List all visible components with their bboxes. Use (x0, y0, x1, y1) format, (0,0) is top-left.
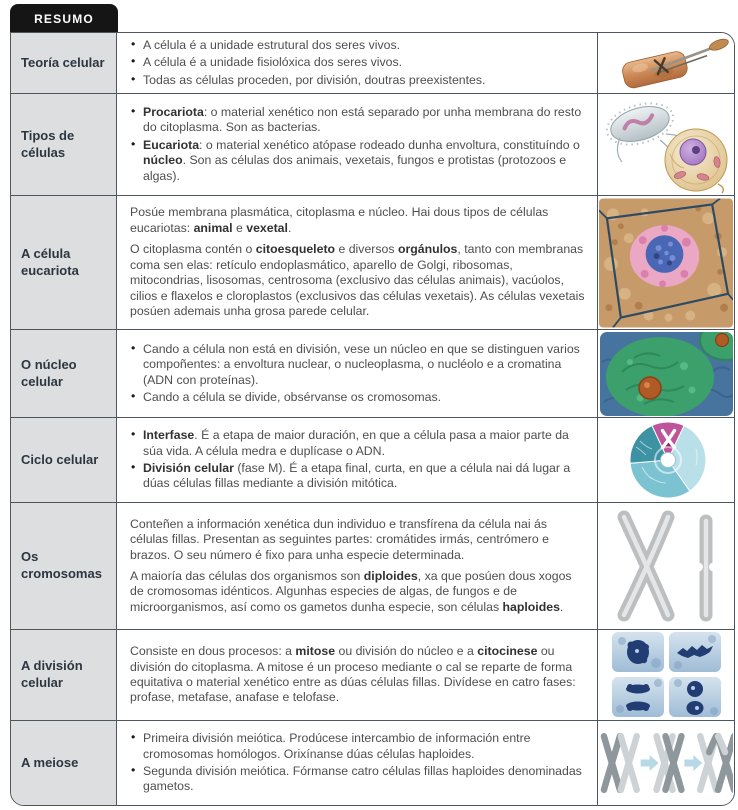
arrow-icon (641, 755, 659, 771)
image-cell-a-meiose (598, 721, 734, 805)
text-segment: A maioría das células dos organismos son (130, 569, 364, 583)
content-cell-a-division-celular (117, 630, 598, 720)
text-segment: Posúe membrana plasmática, citoplasma e núcleo. Hai dous tipos de células eucariotas: (130, 205, 549, 235)
label-cell-a-meiose (11, 721, 117, 805)
bold-text-segment: núcleo (143, 153, 183, 168)
cell-cycle-pie-diagram (600, 419, 733, 501)
prokaryote-bacterium (602, 96, 678, 151)
single-chromatid (694, 521, 718, 615)
paragraph (130, 644, 587, 706)
row-label: Ciclo celular (21, 451, 99, 467)
row-teoria-celular (11, 33, 734, 93)
summary-table (10, 32, 735, 806)
cell-nucleus-micrograph (600, 332, 733, 416)
bullet-item (130, 461, 587, 492)
text-segment: e diversos (335, 242, 398, 257)
resumo-tab (10, 4, 118, 33)
content-cell-o-nucleo-celular (117, 330, 598, 417)
bold-text-segment: haploides (502, 599, 560, 614)
text-segment: Primeira división meiótica. Prodúcese intercambio de información entre cromosomas homólogos. Orixínanse dúas células haploides. (143, 731, 531, 761)
paragraph (130, 517, 587, 563)
bold-text-segment: División celular (143, 461, 234, 475)
row-label: O núcleo celular (21, 356, 77, 389)
text-segment: Cando a célula se divide, obsérvanse os cromosomas. (143, 389, 442, 404)
text-segment: : o material xenético atópase rodeado dunha envoltura, constituíndo o (199, 137, 580, 152)
label-cell-tipos-de-celulas (11, 94, 117, 195)
text-segment: Todas as células proceden, por división, doutras preexistentes. (143, 72, 486, 87)
text-segment: Segunda división meiótica. Fórmanse catro células fillas haploides denominadas gametos. (143, 764, 582, 794)
bullet-list (130, 103, 587, 186)
bullet-item (130, 390, 587, 405)
bullet-item (130, 138, 587, 184)
bold-text-segment: vexetal (246, 220, 288, 235)
row-a-division-celular (11, 629, 734, 720)
image-cell-a-celula-eucariota (598, 196, 734, 329)
text-segment: ou división do citoplasma. A mitose é un proceso mediante o cal se reparte de forma equitativa o material xenético entre as dúas células fillas. Divídese en catro fases: profase, metafase, anafase e telofase. (130, 644, 576, 705)
bold-text-segment: Eucariota (143, 137, 200, 152)
bullet-item (130, 38, 587, 53)
image-cell-tipos-de-celulas (598, 94, 734, 195)
bullet-item (130, 731, 587, 762)
content-cell-ciclo-celular (117, 418, 598, 502)
homologous-chromosome-dark (604, 736, 620, 790)
row-tipos-de-celulas (11, 93, 734, 195)
bullet-item (130, 342, 587, 388)
content-cell-a-meiose (117, 721, 598, 805)
bullet-item (130, 73, 587, 88)
label-cell-teoria-celular (11, 33, 117, 93)
paragraph (130, 569, 587, 615)
text-segment: A célula é a unidade estrutural dos seres vivos. (143, 37, 401, 52)
image-cell-os-cromosomas (598, 503, 734, 629)
text-segment: ou división do núcleo e a (335, 644, 478, 659)
row-ciclo-celular (11, 417, 734, 502)
paragraph (130, 242, 587, 319)
bullet-item (130, 55, 587, 70)
bullet-list (130, 340, 587, 408)
label-cell-ciclo-celular (11, 418, 117, 502)
bold-text-segment: animal (193, 220, 233, 235)
text-segment: O citoplasma contén o (130, 242, 256, 257)
row-label: A célula eucariota (21, 245, 79, 278)
image-cell-a-division-celular (598, 630, 734, 720)
arrow-icon (684, 755, 702, 771)
label-cell-os-cromosomas (11, 503, 117, 629)
duplicated-chromosome (624, 517, 668, 615)
text-segment: . (287, 220, 292, 235)
duplicated-and-single-chromosome-illustration (600, 505, 733, 627)
bold-text-segment: citoesqueleto (255, 242, 336, 257)
label-cell-a-division-celular (11, 630, 117, 720)
paragraph (130, 205, 587, 236)
bold-text-segment: citocinese (477, 644, 538, 659)
bold-text-segment: diploides (363, 569, 418, 583)
text-segment: (fase M). É a etapa final, curta, en que a célula nai dá lugar a dúas células fillas mediante a división mitótica. (143, 461, 571, 491)
row-a-celula-eucariota (11, 195, 734, 329)
leeuwenhoek-microscope-photo (600, 35, 733, 91)
homologous-chromosome-light (621, 736, 637, 790)
content-cell-tipos-de-celulas (117, 94, 598, 195)
bullet-list (130, 36, 587, 90)
bullet-item (130, 764, 587, 795)
content-cell-teoria-celular (117, 33, 598, 93)
eukaryote-animal-cell (665, 129, 727, 193)
bold-text-segment: orgánulos (397, 242, 458, 257)
text-segment: , tanto con membranas coma sen elas: retículo endoplasmático, aparello de Golgi, ribosomas, mitocondrias, lisosomas, centrosoma (exclusivo das células animais), vacúolos, cilios e flaxelos e cloroplastos (exclusivos das células vexetais). As células vexetais posúen ademais unha grosa parede celular. (130, 242, 585, 319)
row-label: A meiose (21, 754, 79, 770)
text-segment: . (559, 599, 564, 614)
label-cell-o-nucleo-celular (11, 330, 117, 417)
bullet-list (130, 426, 587, 494)
row-label: Teoría celular (21, 54, 105, 70)
text-segment: A célula é a unidade fisiolóxica dos seres vivos. (143, 55, 403, 70)
text-segment: , xa que posúen dous xogos de cromosomas idénticos. Algunhas especies de algas, de fungos e de microorganismos, así como os gametos dunha especie, son células (130, 569, 572, 614)
text-segment: : o material xenético non está separado por unha membrana do resto do citoplasma. Son as bacterias. (143, 104, 582, 135)
text-segment: . É a etapa de maior duración, en que a célula pasa a maior parte da súa vida. A célula medra e duplícase o ADN. (143, 428, 569, 458)
text-segment: . Son as células dos animais, vexetais, fungos e protistas (protozoos e algas). (143, 153, 567, 183)
bullet-item (130, 105, 587, 136)
bold-text-segment: Procariota (143, 104, 204, 119)
resumo-tab-label: RESUMO (34, 11, 94, 26)
meiosis-crossing-over-illustration (599, 725, 733, 801)
row-label: Tipos de células (21, 127, 75, 160)
mitosis-phases-micrographs (600, 631, 733, 719)
content-cell-os-cromosomas (117, 503, 598, 629)
bullet-list (130, 729, 587, 797)
row-label: A división celular (21, 658, 83, 690)
image-cell-o-nucleo-celular (598, 330, 734, 417)
text-segment: e (232, 220, 247, 235)
bullet-item (130, 428, 587, 459)
row-o-nucleo-celular (11, 329, 734, 417)
text-segment: Cando a célula non está en división, vese un núcleo en que se distinguen varios compoñentes: a envoltura nuclear, o nucleoplasma, o nucléolo e a cromatina (ADN con proteínas). (143, 341, 580, 387)
row-os-cromosomas (11, 502, 734, 629)
row-label: Os cromosomas (21, 549, 102, 581)
label-cell-a-celula-eucariota (11, 196, 117, 329)
text-segment: Conteñen a información xenética dun individuo e transfírena da célula nai ás células fillas. Presentan as seguintes partes: cromátides irmás, centrómero e brazos. O seu número é fixo para unha especie determinada. (130, 516, 549, 562)
text-segment: Consiste en dous procesos: a (130, 644, 296, 659)
bold-text-segment: Interfase (143, 428, 195, 443)
row-a-meiose (11, 720, 734, 805)
content-cell-a-celula-eucariota (117, 196, 598, 329)
prokaryote-and-eukaryote-cell-illustration (600, 96, 733, 194)
bold-text-segment: mitose (295, 644, 336, 659)
image-cell-teoria-celular (598, 33, 734, 93)
image-cell-ciclo-celular (598, 418, 734, 502)
eukaryotic-cell-micrograph (599, 198, 733, 328)
